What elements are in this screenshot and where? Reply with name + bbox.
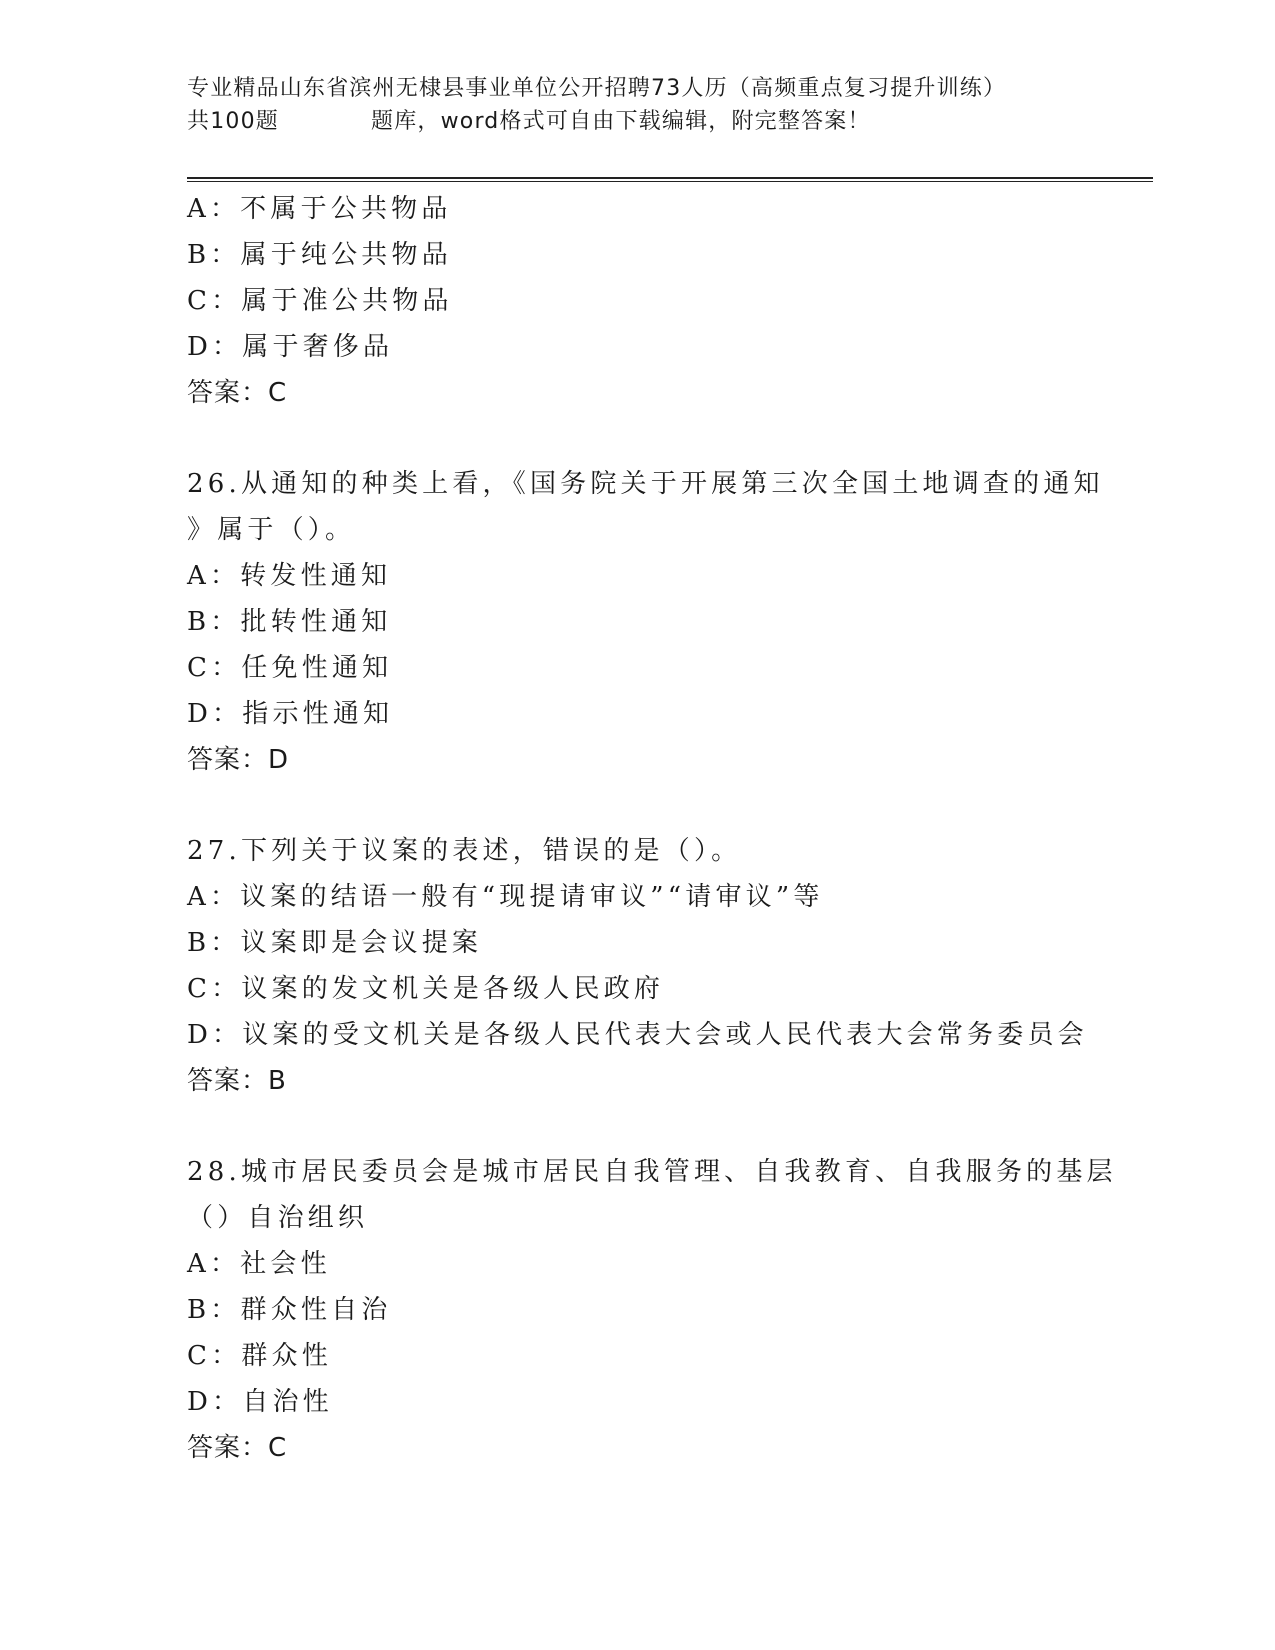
question-block-27 bbox=[187, 828, 1087, 1104]
option-d: D：属于奢侈品 bbox=[187, 332, 394, 362]
option-c: C：任免性通知 bbox=[187, 653, 393, 683]
option-a: A：社会性 bbox=[187, 1249, 331, 1279]
option-b: B：群众性自治 bbox=[187, 1295, 392, 1325]
header-question-count: 共100题 bbox=[187, 109, 279, 134]
option-d: D：议案的受文机关是各级人民代表大会或人民代表大会常务委员会 bbox=[187, 1020, 1088, 1050]
answer-line: 答案：C bbox=[187, 378, 288, 408]
option-d: D：指示性通知 bbox=[187, 699, 394, 729]
header-title-line-1: 专业精品山东省滨州无棣县事业单位公开招聘73人历（高频重点复习提升训练） bbox=[187, 76, 1007, 101]
answer-line: 答案：D bbox=[187, 745, 290, 775]
option-a: A：不属于公共物品 bbox=[187, 194, 452, 224]
option-b: B：批转性通知 bbox=[187, 607, 392, 637]
header-description: 题库，word格式可自由下载编辑，附完整答案！ bbox=[371, 109, 871, 134]
option-a: A：转发性通知 bbox=[187, 561, 392, 591]
question-block-28 bbox=[187, 1149, 1117, 1471]
header-title-line-2 bbox=[187, 105, 1107, 138]
option-b: B：议案即是会议提案 bbox=[187, 928, 483, 958]
option-c: C：议案的发文机关是各级人民政府 bbox=[187, 974, 665, 1004]
answer-line: 答案：B bbox=[187, 1066, 287, 1096]
document-header bbox=[187, 72, 1107, 138]
question-stem: 27.下列关于议案的表述，错误的是（）。 bbox=[187, 836, 742, 866]
question-stem-continued: （）自治组织 bbox=[187, 1203, 369, 1233]
question-list bbox=[187, 186, 1117, 1471]
header-divider bbox=[187, 177, 1153, 182]
question-stem-continued: 》属于（）。 bbox=[187, 515, 356, 545]
question-stem: 28.城市居民委员会是城市居民自我管理、自我教育、自我服务的基层 bbox=[187, 1157, 1117, 1187]
option-b: B：属于纯公共物品 bbox=[187, 240, 452, 270]
option-d: D：自治性 bbox=[187, 1387, 333, 1417]
question-block-26 bbox=[187, 461, 1104, 783]
option-a: A：议案的结语一般有“现提请审议”“请审议”等 bbox=[187, 882, 824, 912]
option-c: C：属于准公共物品 bbox=[187, 286, 453, 316]
question-stem: 26.从通知的种类上看，《国务院关于开展第三次全国土地调查的通知 bbox=[187, 469, 1104, 499]
option-c: C：群众性 bbox=[187, 1341, 332, 1371]
question-block-25 bbox=[187, 186, 1087, 416]
answer-line: 答案：C bbox=[187, 1433, 288, 1463]
